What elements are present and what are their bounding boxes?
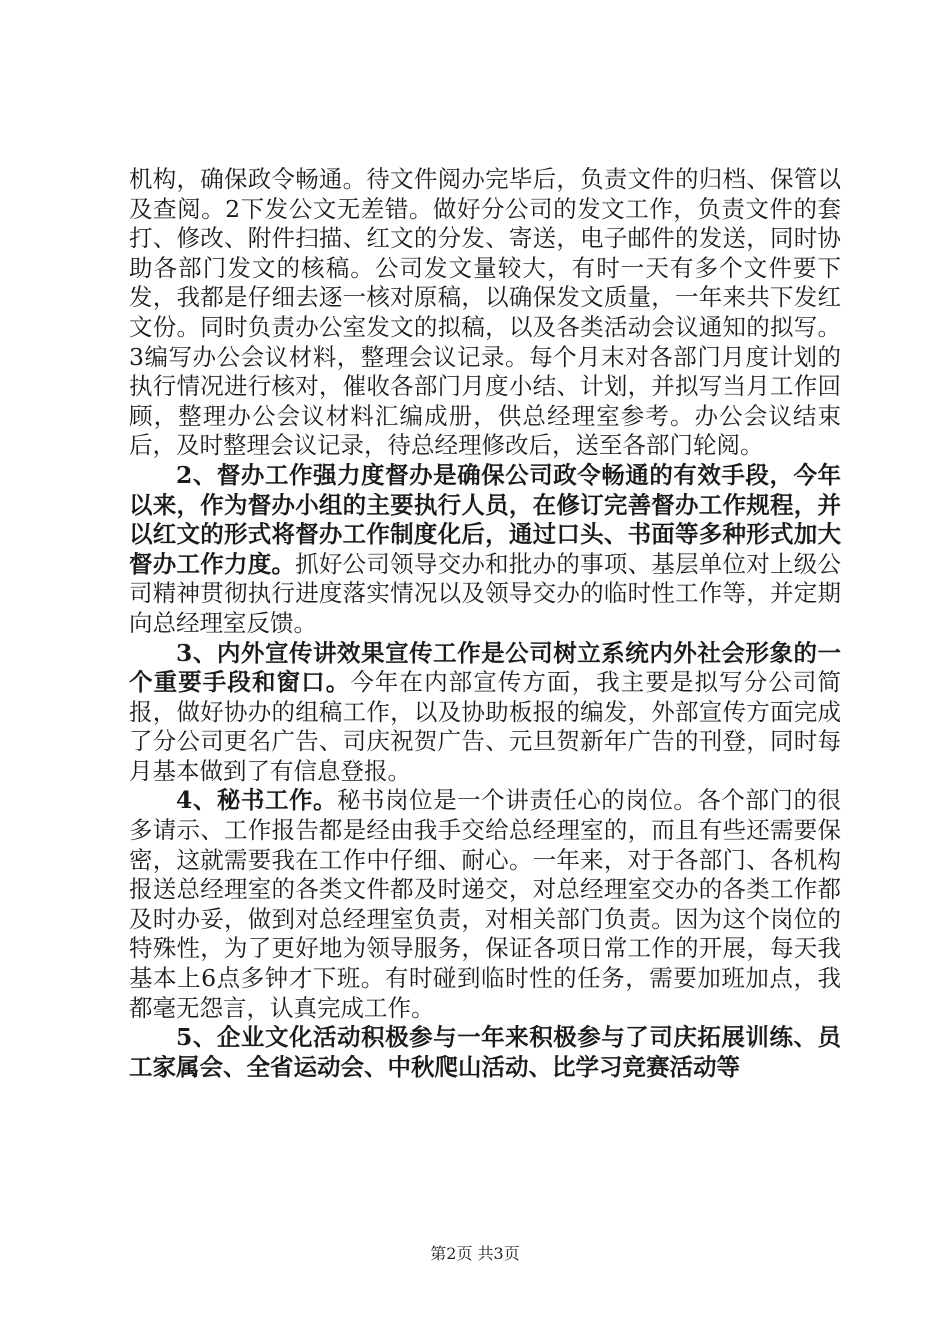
paragraph-secretary xyxy=(129,786,841,1023)
paragraph-lead: 2、督办工作强力度督办是确保公司政令畅通的有效手段，今年以来，作为督办小组的主要执行人员，在修订完善督办工作规程，并以红文的形式将督办工作制度化后，通过口头、书面等多种形式加大督办工作力度。 xyxy=(129,460,841,578)
paragraph-lead: 3、内外宣传讲效果宣传工作是公司树立系统内外社会形象的一个重要手段和窗口。 xyxy=(129,638,841,697)
page-number-footer: 第2页 共3页 xyxy=(430,1244,520,1263)
paragraph-lead: 5、企业文化活动积极参与一年来积极参与了司庆拓展训练、员工家属会、全省运动会、中秋爬山活动、比学习竞赛活动等 xyxy=(129,1023,841,1081)
paragraph-supervision xyxy=(129,461,841,639)
document-body xyxy=(129,165,841,1082)
paragraph-text: 今年在内部宣传方面，我主要是拟写分公司简报，做好协办的组稿工作，以及协助板报的编发，外部宣传方面完成了分公司更名广告、司庆祝贺广告、元旦贺新年广告的刊登，同时每月基本做到了有信息登报。 xyxy=(129,668,842,785)
paragraph-text: 抓好公司领导交办和批办的事项、基层单位对上级公司精神贯彻执行进度落实情况以及领导交办的临时性工作等，并定期向总经理室反馈。 xyxy=(129,549,842,637)
paragraph-continuation xyxy=(129,165,841,461)
paragraph-lead: 4、秘书工作。 xyxy=(176,786,338,815)
paragraph-publicity xyxy=(129,639,841,787)
paragraph-text: 秘书岗位是一个讲责任心的岗位。各个部门的很多请示、工作报告都是经由我手交给总经理室的，而且有些还需要保密，这就需要我在工作中仔细、耐心。一年来，对于各部门、各机构报送总经理室的各类文件都及时递交，对总经理室交办的各类工作都及时办妥，做到对总经理室负责，对相关部门负责。因为这个岗位的特殊性，为了更好地为领导服务，保证各项日常工作的开展，每天我基本上6点多钟才下班。有时碰到临时性的任务，需要加班加点，我都毫无怨言，认真完成工作。 xyxy=(129,786,842,1022)
paragraph-culture xyxy=(129,1023,841,1082)
paragraph-text: 机构，确保政令畅通。待文件阅办完毕后，负责文件的归档、保管以及查阅。2下发公文无差错。做好分公司的发文工作，负责文件的套打、修改、附件扫描、红文的分发、寄送，电子邮件的发送，同时协助各部门发文的核稿。公司发文量较大，有时一天有多个文件要下发，我都是仔细去逐一核对原稿，以确保发文质量，一年来共下发红文份。同时负责办公室发文的拟稿，以及各类活动会议通知的拟写。3编写办公会议材料，整理会议记录。每个月末对各部门月度计划的执行情况进行核对，催收各部门月度小结、计划，并拟写当月工作回顾，整理办公会议材料汇编成册，供总经理室参考。办公会议结束后，及时整理会议记录，待总经理修改后，送至各部门轮阅。 xyxy=(129,165,841,460)
